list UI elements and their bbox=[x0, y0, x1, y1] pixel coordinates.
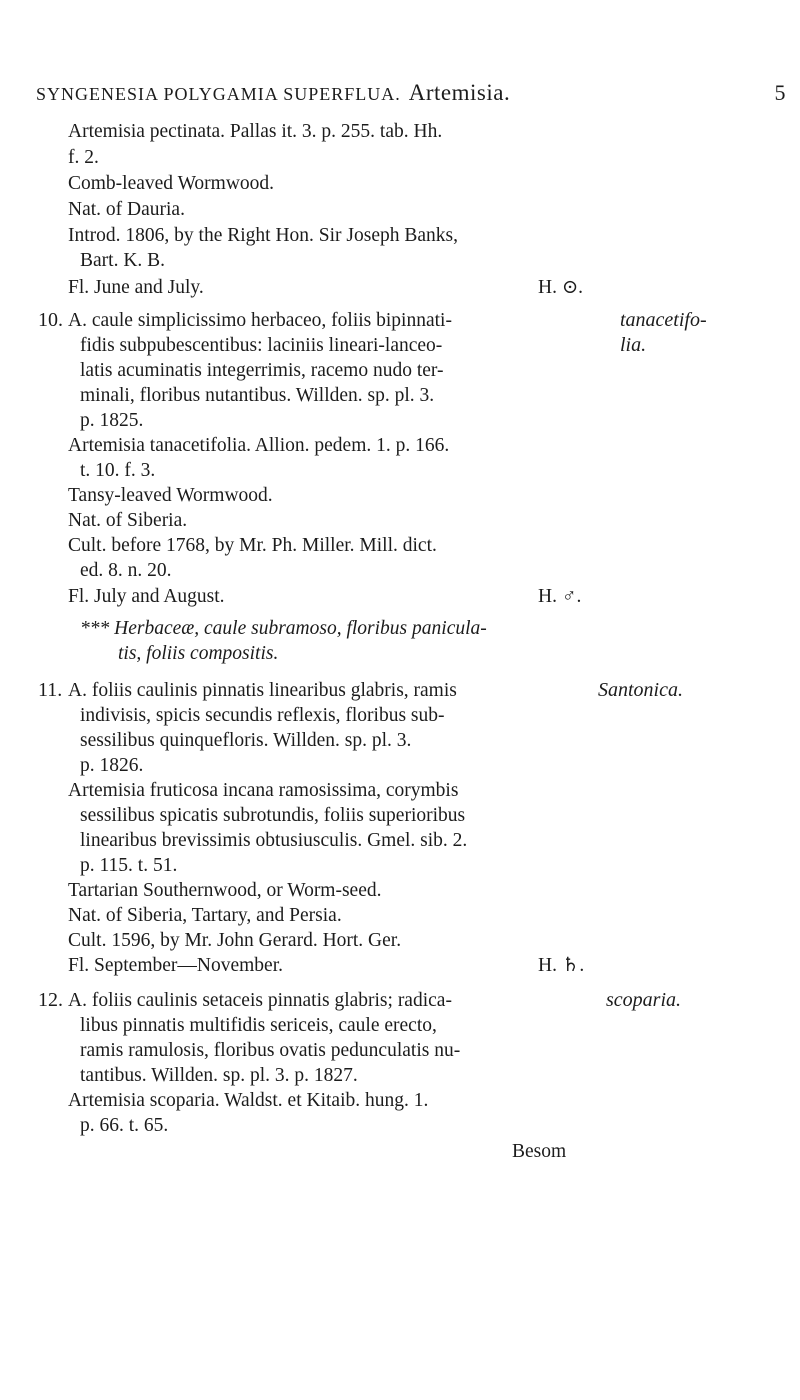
text-line: Nat. of Dauria. bbox=[68, 199, 185, 220]
running-header bbox=[36, 80, 786, 110]
text-line: H. ⊙. bbox=[538, 277, 584, 298]
text-line: p. 66. t. 65. bbox=[80, 1115, 169, 1136]
text-line: A. foliis caulinis pinnatis linearibus glabris, ramis bbox=[68, 680, 457, 701]
text-line: libus pinnatis multifidis sericeis, caule erecto, bbox=[80, 1015, 437, 1036]
text-line: p. 1825. bbox=[80, 410, 144, 431]
text-line: linearibus brevissimis obtusiusculis. Gmel. sib. 2. bbox=[80, 830, 468, 851]
text-line: latis acuminatis integerrimis, racemo nudo ter- bbox=[80, 360, 444, 381]
text-line: ramis ramulosis, floribus ovatis pedunculatis nu- bbox=[80, 1040, 461, 1061]
entry-number: 12. bbox=[38, 989, 63, 1011]
entry-number: 10. bbox=[38, 309, 63, 331]
page-number: 5 bbox=[774, 80, 786, 105]
text-line: Fl. September—November. bbox=[68, 955, 284, 976]
side-species-name: tanacetifo- bbox=[620, 309, 707, 331]
text-line: Artemisia tanacetifolia. Allion. pedem. 1. p. 166. bbox=[68, 435, 450, 456]
text-line: Tartarian Southernwood, or Worm-seed. bbox=[68, 880, 382, 901]
text-line: indivisis, spicis secundis reflexis, floribus sub- bbox=[80, 705, 445, 726]
section-heading: *** Herbaceæ, caule subramoso, floribus panicula- bbox=[80, 618, 487, 639]
header-genus: Artemisia. bbox=[408, 80, 511, 105]
text-line: p. 115. t. 51. bbox=[80, 855, 178, 876]
header-left bbox=[36, 80, 510, 106]
text-line: ed. 8. n. 20. bbox=[80, 560, 172, 581]
text-line: Tansy-leaved Wormwood. bbox=[68, 485, 273, 506]
section-heading: tis, foliis compositis. bbox=[118, 643, 279, 664]
text-line: fidis subpubescentibus: laciniis lineari-lanceo- bbox=[80, 335, 443, 356]
text-line: A. foliis caulinis setaceis pinnatis glabris; radica- bbox=[68, 990, 452, 1011]
text-line: Fl. June and July. bbox=[68, 277, 204, 298]
text-line: Cult. 1596, by Mr. John Gerard. Hort. Ger. bbox=[68, 930, 402, 951]
text-line: sessilibus spicatis subrotundis, foliis superioribus bbox=[80, 805, 466, 826]
text-line: tantibus. Willden. sp. pl. 3. p. 1827. bbox=[80, 1065, 358, 1086]
text-line: Artemisia fruticosa incana ramosissima, corymbis bbox=[68, 780, 459, 801]
side-species-name: lia. bbox=[620, 334, 647, 356]
text-line: Nat. of Siberia. bbox=[68, 510, 188, 531]
text-line: Fl. July and August. bbox=[68, 586, 225, 607]
entry-number: 11. bbox=[38, 679, 63, 701]
text-line: Bart. K. B. bbox=[80, 250, 166, 271]
text-line: p. 1826. bbox=[80, 755, 144, 776]
side-species-name: Santonica. bbox=[598, 679, 683, 701]
text-line: A. caule simplicissimo herbaceo, foliis bipinnati- bbox=[68, 310, 452, 331]
text-line: t. 10. f. 3. bbox=[80, 460, 156, 481]
text-line: Artemisia scoparia. Waldst. et Kitaib. hung. 1. bbox=[68, 1090, 429, 1111]
side-species-name: scoparia. bbox=[606, 989, 681, 1011]
text-line: Artemisia pectinata. Pallas it. 3. p. 255. tab. Hh. bbox=[68, 121, 443, 142]
text-line: f. 2. bbox=[68, 147, 99, 168]
catchword: Besom bbox=[512, 1141, 567, 1162]
text-line: Nat. of Siberia, Tartary, and Persia. bbox=[68, 905, 342, 926]
text-line: Cult. before 1768, by Mr. Ph. Miller. Mill. dict. bbox=[68, 535, 437, 556]
text-line: Introd. 1806, by the Right Hon. Sir Joseph Banks, bbox=[68, 225, 458, 246]
text-line: minali, floribus nutantibus. Willden. sp. pl. 3. bbox=[80, 385, 435, 406]
text-line: sessilibus quinquefloris. Willden. sp. pl. 3. bbox=[80, 730, 412, 751]
text-line: H. ♄. bbox=[538, 955, 585, 976]
running-title: SYNGENESIA POLYGAMIA SUPERFLUA. bbox=[36, 84, 401, 104]
text-line: H. ♂. bbox=[538, 586, 582, 607]
text-line: Comb-leaved Wormwood. bbox=[68, 173, 275, 194]
